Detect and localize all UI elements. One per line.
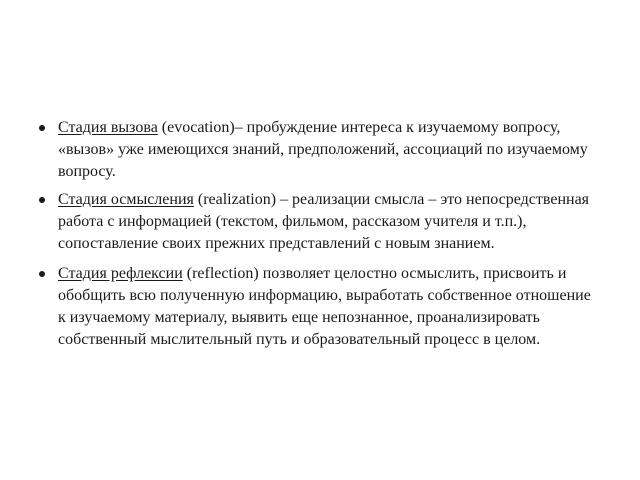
text-realization: (realization) – реализации смысла – это непосредственная работа с информацией (текстом, фильмом, рассказом учителя и т.п.), сопоставление своих прежних представлений с новым знанием. bbox=[58, 191, 590, 252]
bullet-dot-icon bbox=[39, 125, 45, 131]
text-reflection: (reflection) позволяет целостно осмыслить, присвоить и обобщить всю полученную информацию, выработать собственное отношение к изучаемому материалу, выявить еще непознанное, проанализировать собственный мыслительный путь и образовательный процесс в целом. bbox=[58, 265, 591, 348]
bullet-evocation bbox=[36, 117, 602, 183]
term-realization: Стадия осмысления bbox=[58, 191, 194, 208]
bullet-dot-icon bbox=[39, 197, 45, 203]
bullet-realization bbox=[36, 189, 602, 255]
bullet-reflection bbox=[36, 263, 602, 351]
bullet-list bbox=[36, 117, 602, 357]
text-evocation: (evocation)– пробуждение интереса к изучаемому вопросу, «вызов» уже имеющихся знаний, предположений, ассоциаций по изучаемому вопросу. bbox=[58, 119, 588, 180]
term-reflection: Стадия рефлексии bbox=[58, 265, 183, 282]
bullet-dot-icon bbox=[39, 271, 45, 277]
term-evocation: Стадия вызова bbox=[58, 119, 158, 136]
